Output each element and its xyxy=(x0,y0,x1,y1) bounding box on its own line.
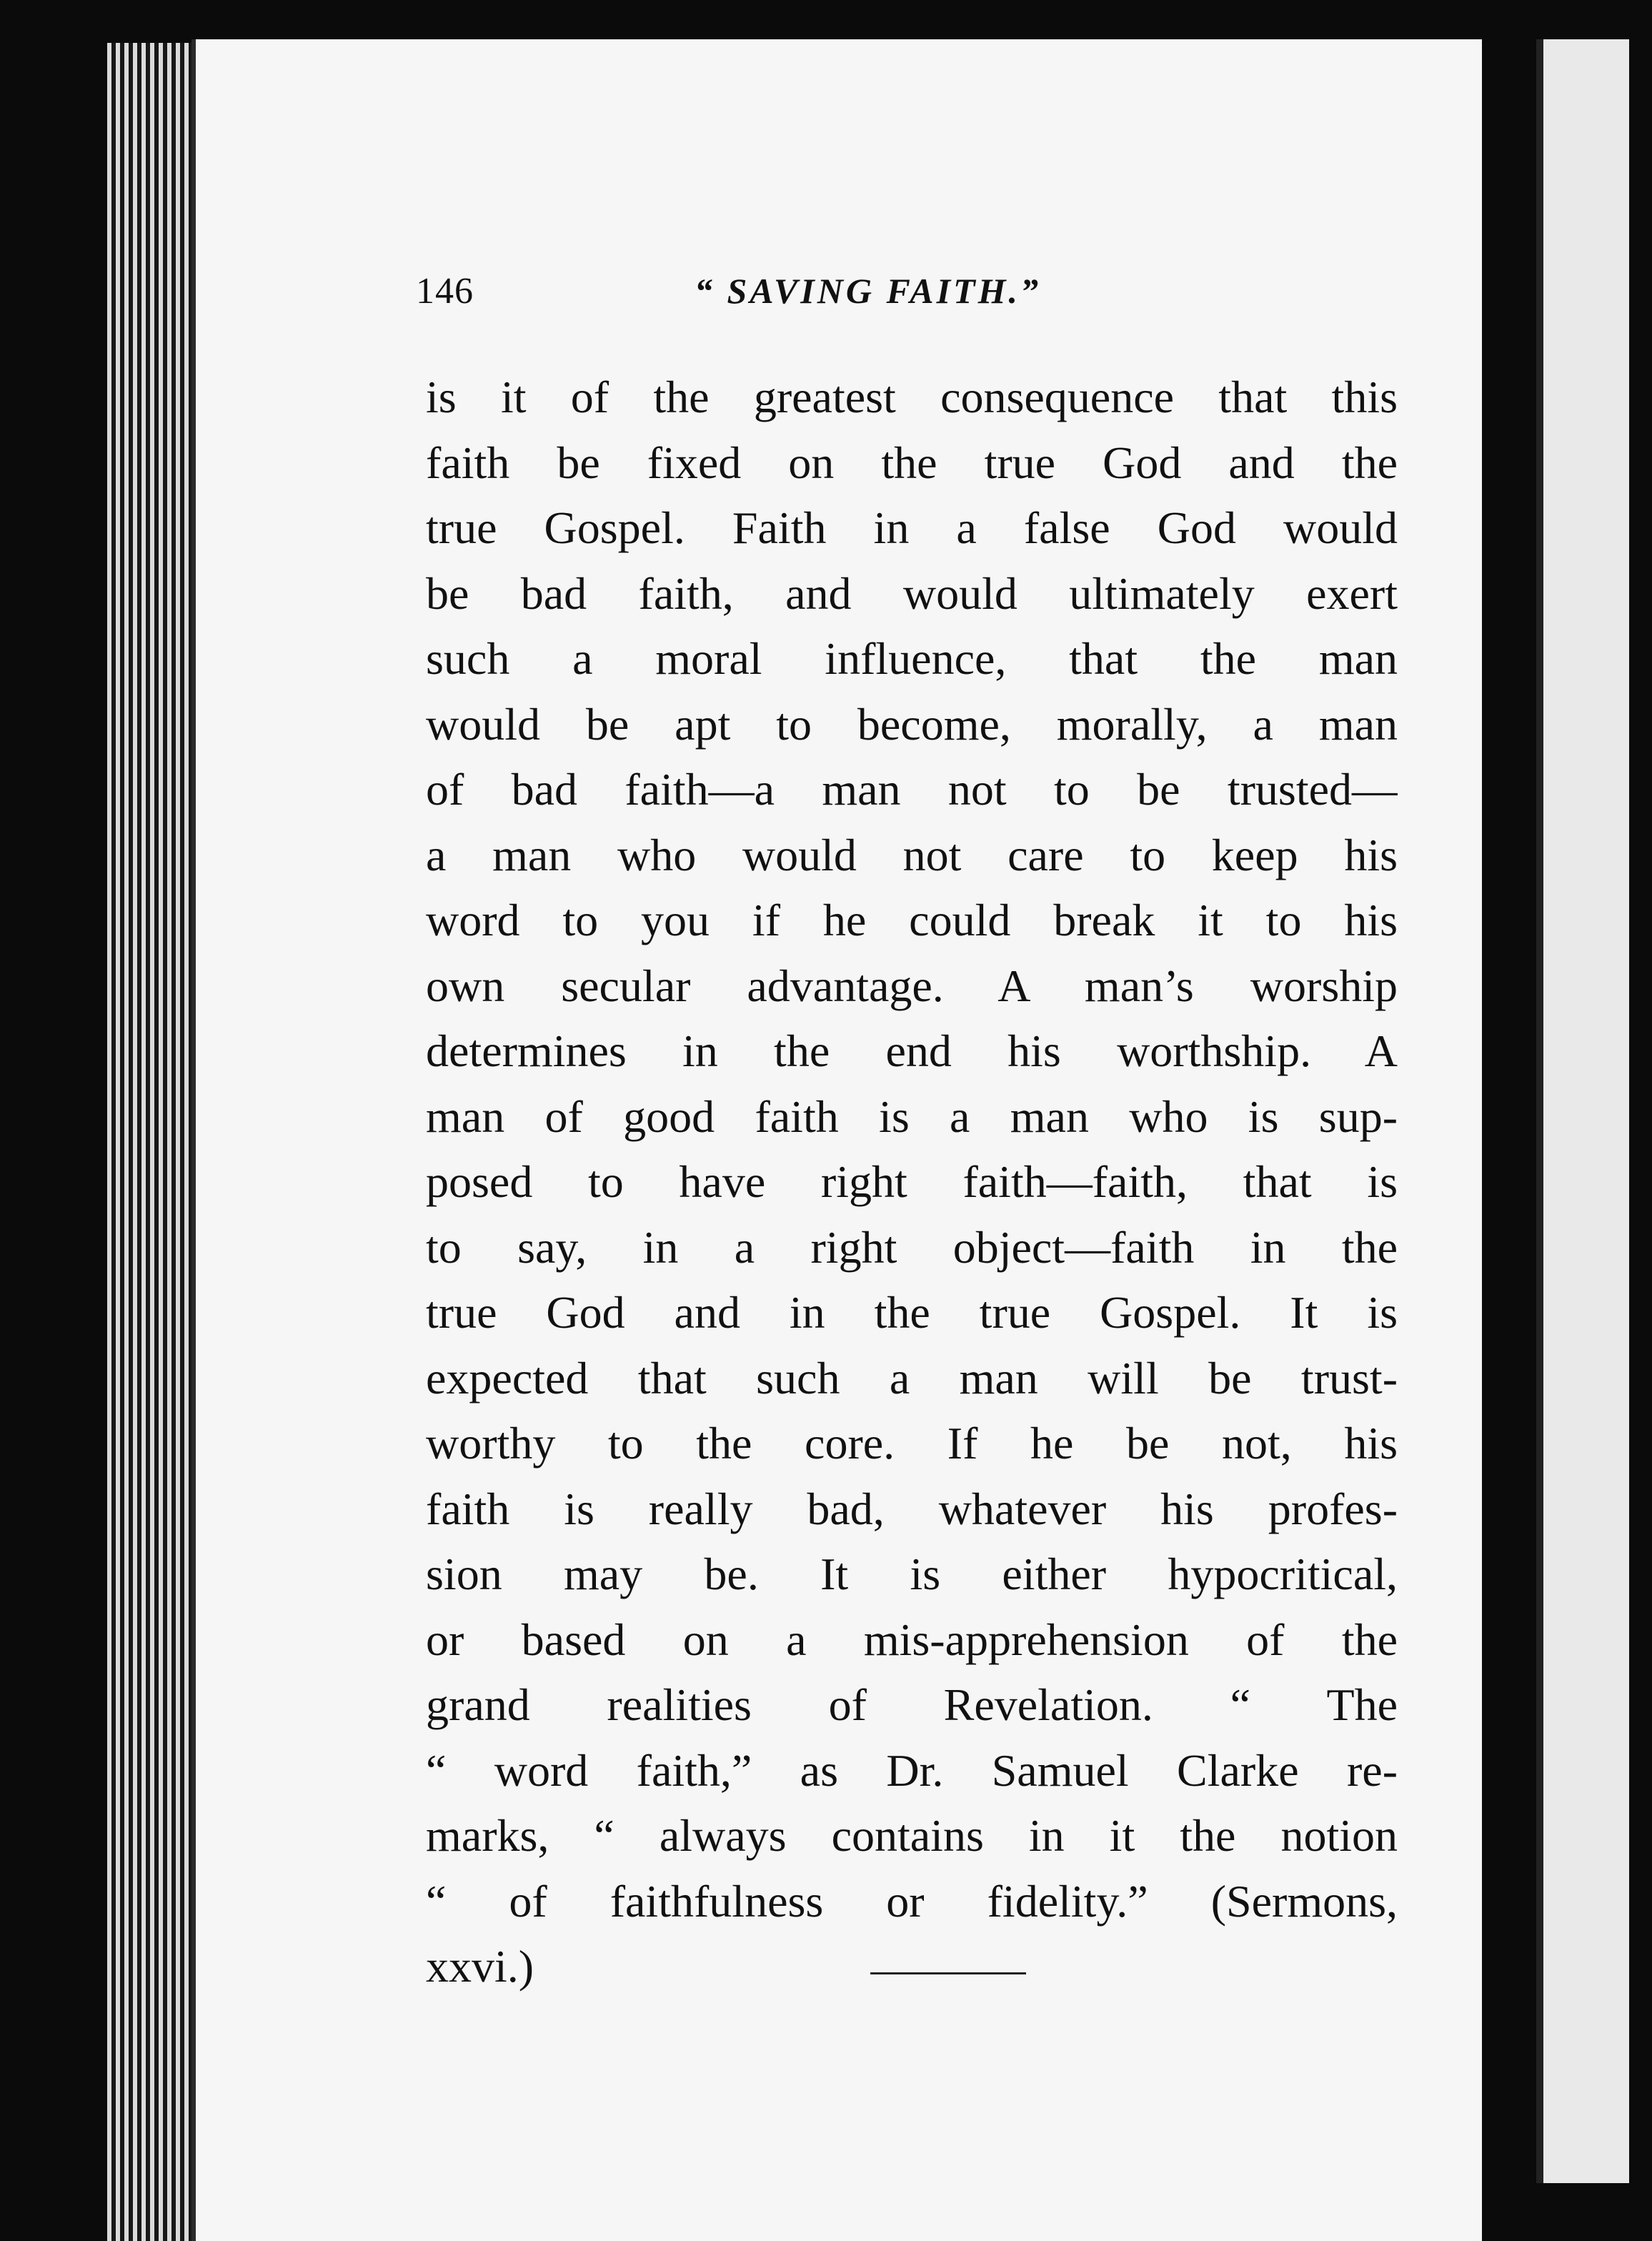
section-end-rule xyxy=(870,1972,1026,1974)
next-page-edge xyxy=(1536,39,1629,2183)
text-line: word to you if he could break it to his xyxy=(426,895,1398,945)
text-line: grand realities of Revelation. “ The xyxy=(426,1679,1398,1730)
body-text xyxy=(426,364,1398,1999)
text-line: man of good faith is a man who is sup- xyxy=(426,1090,1398,1142)
text-line: be bad faith, and would ultimately exert xyxy=(426,567,1398,619)
text-line: worthy to the core. If he be not, his xyxy=(426,1418,1398,1469)
text-line: determines in the end his worthship. A xyxy=(426,1025,1398,1076)
text-line: xxvi.) xyxy=(426,1941,534,1992)
text-line: sion may be. It is either hypocritical, xyxy=(426,1549,1398,1599)
text-line: to say, in a right object—faith in the xyxy=(426,1221,1398,1273)
text-line: marks, “ always contains in it the notion xyxy=(426,1810,1398,1861)
page-number: 146 xyxy=(416,271,474,312)
text-line: own secular advantage. A man’s worship xyxy=(426,960,1398,1011)
text-line: or based on a mis-apprehension of the xyxy=(426,1614,1398,1665)
text-line: is it of the greatest consequence that this xyxy=(426,372,1398,422)
text-line: true Gospel. Faith in a false God would xyxy=(426,502,1398,553)
text-line: such a moral influence, that the man xyxy=(426,633,1398,684)
text-line: would be apt to become, morally, a man xyxy=(426,698,1398,750)
text-line: “ of faithfulness or fidelity.” (Sermons, xyxy=(426,1875,1398,1927)
text-line: “ word faith,” as Dr. Samuel Clarke re- xyxy=(426,1744,1398,1796)
text-line: of bad faith—a man not to be trusted— xyxy=(426,764,1398,815)
text-line: a man who would not care to keep his xyxy=(426,829,1398,880)
text-line: posed to have right faith—faith, that is xyxy=(426,1156,1398,1207)
text-line: faith be fixed on the true God and the xyxy=(426,437,1398,488)
text-line: faith is really bad, whatever his profes- xyxy=(426,1483,1398,1534)
text-line: true God and in the true Gospel. It is xyxy=(426,1287,1398,1338)
running-head: “ SAVING FAITH.” xyxy=(695,271,1041,311)
text-line: expected that such a man will be trust- xyxy=(426,1352,1398,1403)
page-header xyxy=(416,270,1130,327)
